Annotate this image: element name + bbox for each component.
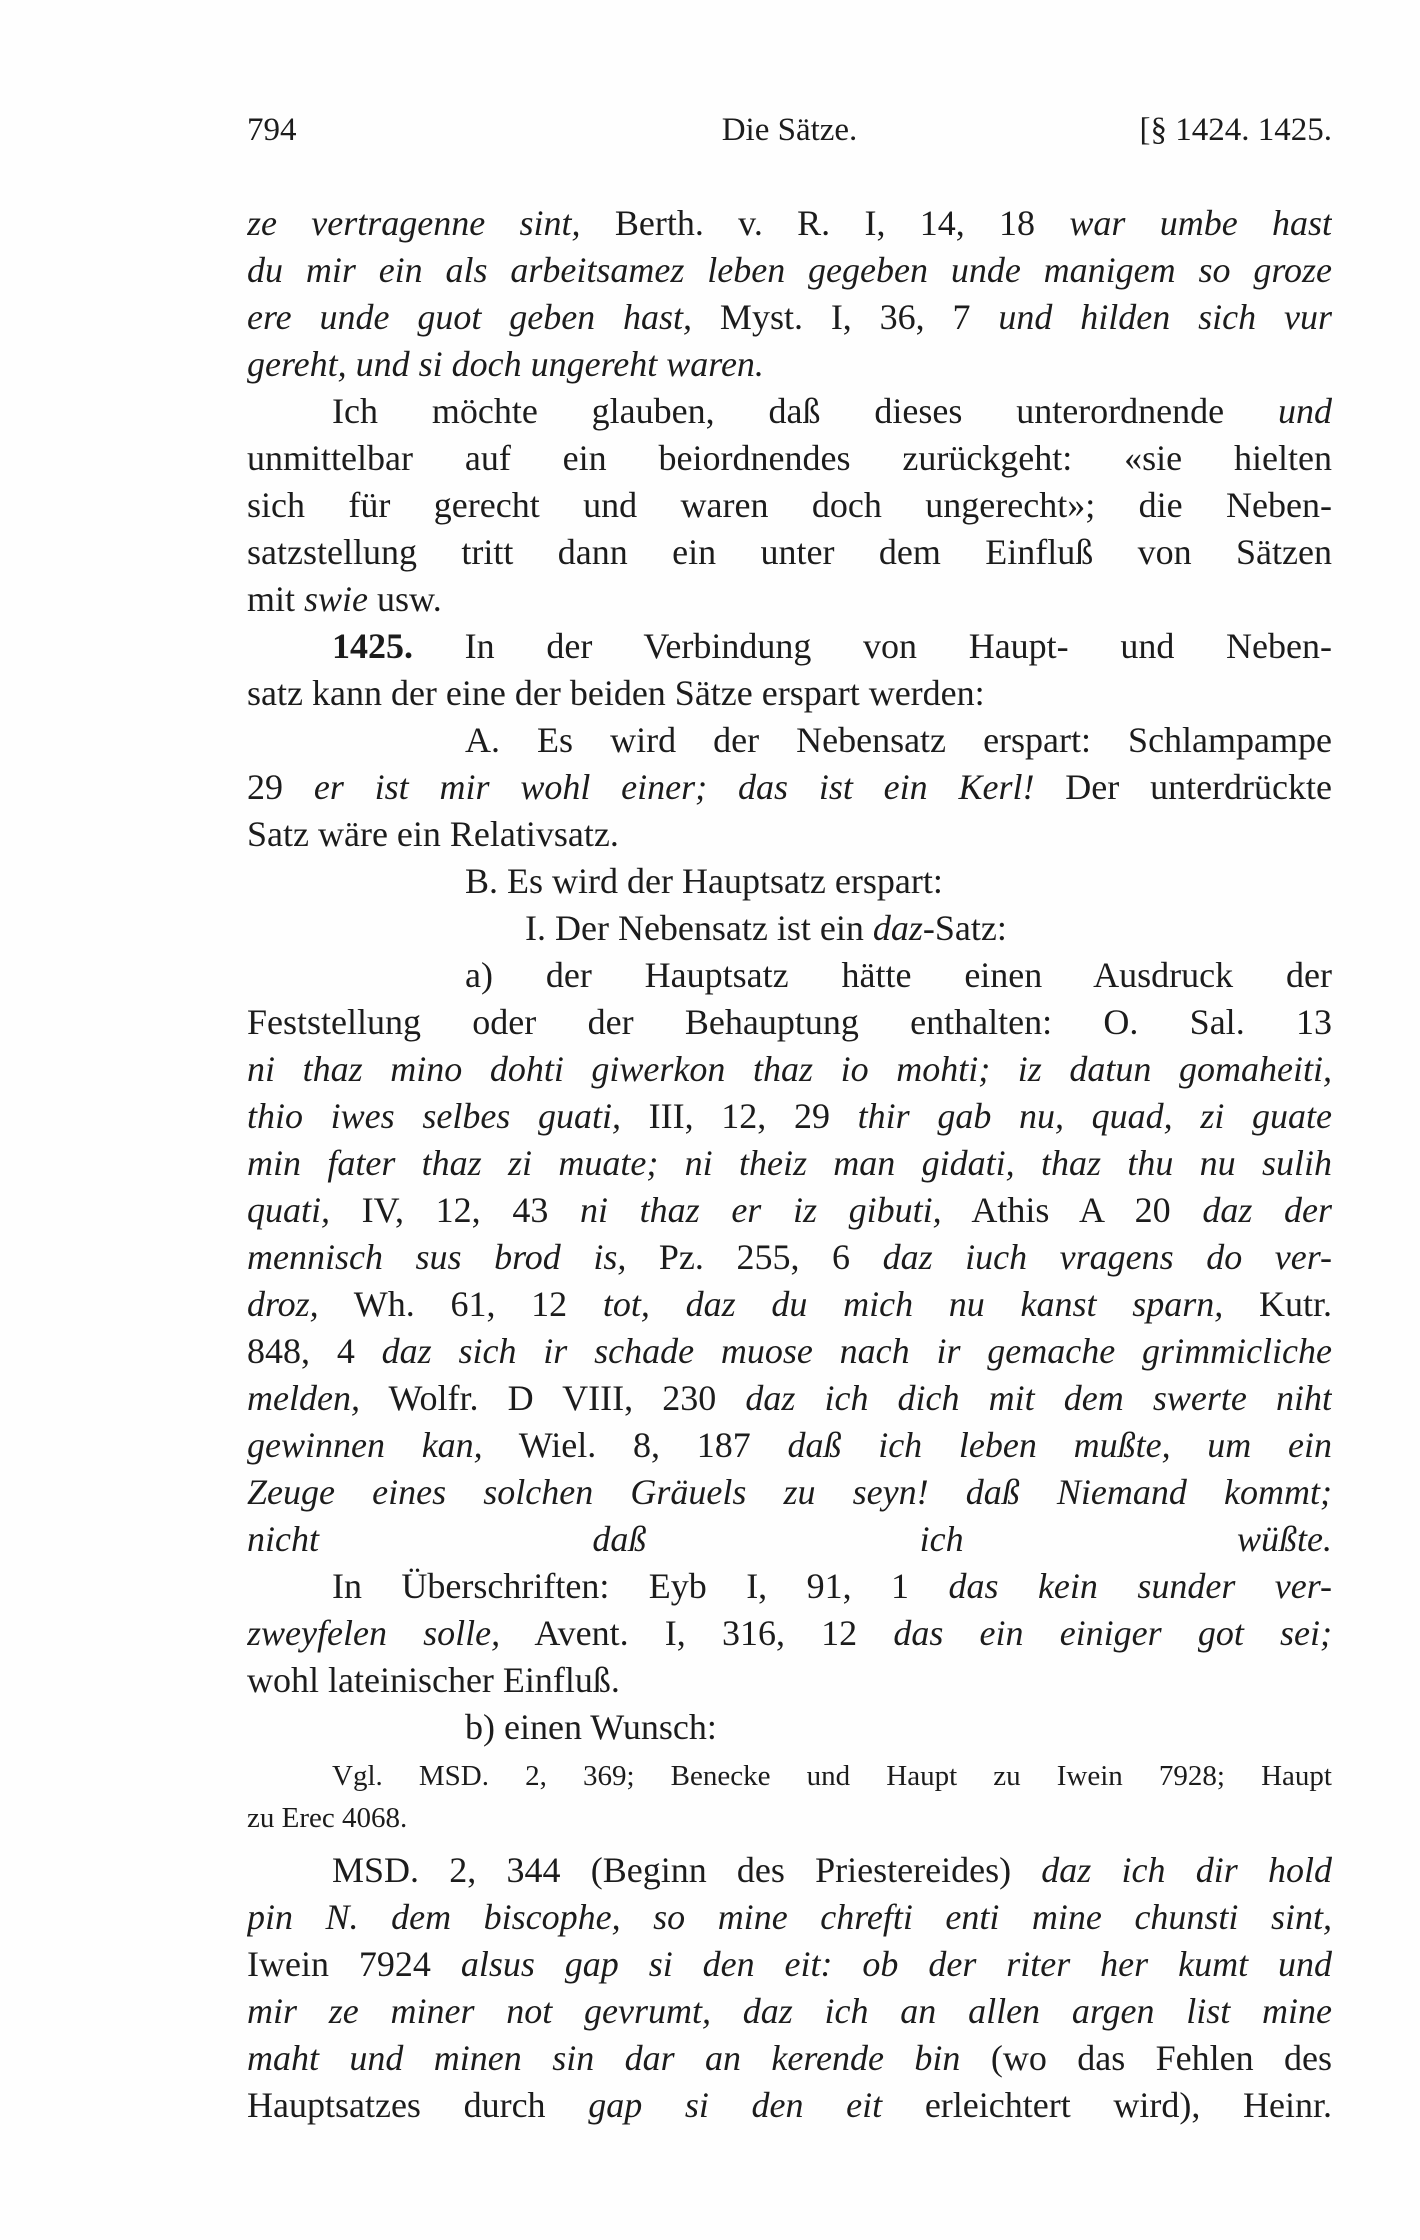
text-line: b) einen Wunsch:	[465, 1707, 717, 1747]
text-line: wohl lateinischer Einfluß.	[247, 1660, 620, 1700]
text-line: gereht, und si doch ungereht waren.	[247, 344, 764, 384]
text-line: satz kann der eine der beiden Sätze erspart werden:	[247, 673, 985, 713]
text-line: melden, Wolfr. D VIII, 230 daz ich dich mit dem swerte niht	[247, 1378, 1332, 1418]
text-line: 848, 4 daz sich ir schade muose nach ir gemache grimmicliche	[247, 1331, 1332, 1371]
text-line: I. Der Nebensatz ist ein daz-Satz:	[525, 908, 1007, 948]
text-line: sich für gerecht und waren doch ungerecht»; die Neben-	[247, 485, 1332, 525]
text-line: A. Es wird der Nebensatz erspart: Schlampampe	[465, 720, 1332, 760]
text-line: droz, Wh. 61, 12 tot, daz du mich nu kanst sparn, Kutr.	[247, 1284, 1332, 1324]
text-line: Feststellung oder der Behauptung enthalten: O. Sal. 13	[247, 1002, 1332, 1042]
text-line: MSD. 2, 344 (Beginn des Priestereides) daz ich dir hold	[332, 1850, 1332, 1890]
text-line: ni thaz mino dohti giwerkon thaz io mohti; iz datun gomaheiti,	[247, 1049, 1332, 1089]
text-line: Vgl. MSD. 2, 369; Benecke und Haupt zu Iwein 7928; Haupt	[332, 1760, 1332, 1792]
text-line: 1425. In der Verbindung von Haupt- und Neben-	[332, 626, 1332, 666]
text-line: Hauptsatzes durch gap si den eit erleichtert wird), Heinr.	[247, 2085, 1332, 2125]
continued-text	[247, 1847, 1332, 2129]
text-line: pin N. dem biscophe, so mine chrefti enti mine chunsti sint,	[247, 1897, 1332, 1937]
page-number: 794	[247, 112, 297, 148]
text-line: mir ze miner not gevrumt, daz ich an allen argen list mine	[247, 1991, 1332, 2031]
section-reference: [§ 1424. 1425.	[1139, 112, 1332, 148]
text-line: ze vertragenne sint, Berth. v. R. I, 14, 18 war umbe hast	[247, 203, 1332, 243]
text-line: mit swie usw.	[247, 579, 442, 619]
text-line: mennisch sus brod is, Pz. 255, 6 daz iuch vragens do ver-	[247, 1237, 1332, 1277]
text-line: du mir ein als arbeitsamez leben gegeben unde manigem so groze	[247, 250, 1332, 290]
text-line: zu Erec 4068.	[247, 1802, 408, 1834]
text-line: 29 er ist mir wohl einer; das ist ein Kerl! Der unterdrückte	[247, 767, 1332, 807]
text-line: maht und minen sin dar an kerende bin (wo das Fehlen des	[247, 2038, 1332, 2078]
text-line: satzstellung tritt dann ein unter dem Einfluß von Sätzen	[247, 532, 1332, 572]
text-line: quati, IV, 12, 43 ni thaz er iz gibuti, Athis A 20 daz der	[247, 1190, 1332, 1230]
text-line: ere unde guot geben hast, Myst. I, 36, 7 und hilden sich vur	[247, 297, 1332, 337]
text-line: min fater thaz zi muate; ni theiz man gidati, thaz thu nu sulih	[247, 1143, 1332, 1183]
text-line: Iwein 7924 alsus gap si den eit: ob der riter her kumt und	[247, 1944, 1332, 1984]
text-line: Zeuge eines solchen Gräuels zu seyn! daß Niemand kommt;	[247, 1472, 1332, 1512]
main-text	[247, 200, 1332, 1751]
text-line: B. Es wird der Hauptsatz erspart:	[465, 861, 943, 901]
small-print-note	[247, 1755, 1332, 1839]
text-line: In Überschriften: Eyb I, 91, 1 das kein sunder ver-	[332, 1566, 1332, 1606]
text-line: nicht daß ich wüßte.	[247, 1519, 1332, 1559]
text-line: thio iwes selbes guati, III, 12, 29 thir gab nu, quad, zi guate	[247, 1096, 1332, 1136]
page-body	[247, 200, 1332, 2129]
text-line: Ich möchte glauben, daß dieses unterordnende und	[332, 391, 1332, 431]
running-header	[247, 112, 1332, 162]
text-line: gewinnen kan, Wiel. 8, 187 daß ich leben mußte, um ein	[247, 1425, 1332, 1465]
text-line: a) der Hauptsatz hätte einen Ausdruck der	[465, 955, 1332, 995]
running-title: Die Sätze.	[721, 112, 858, 148]
text-line: Satz wäre ein Relativsatz.	[247, 814, 619, 854]
text-line: zweyfelen solle, Avent. I, 316, 12 das ein einiger got sei;	[247, 1613, 1332, 1653]
text-line: unmittelbar auf ein beiordnendes zurückgeht: «sie hielten	[247, 438, 1332, 478]
